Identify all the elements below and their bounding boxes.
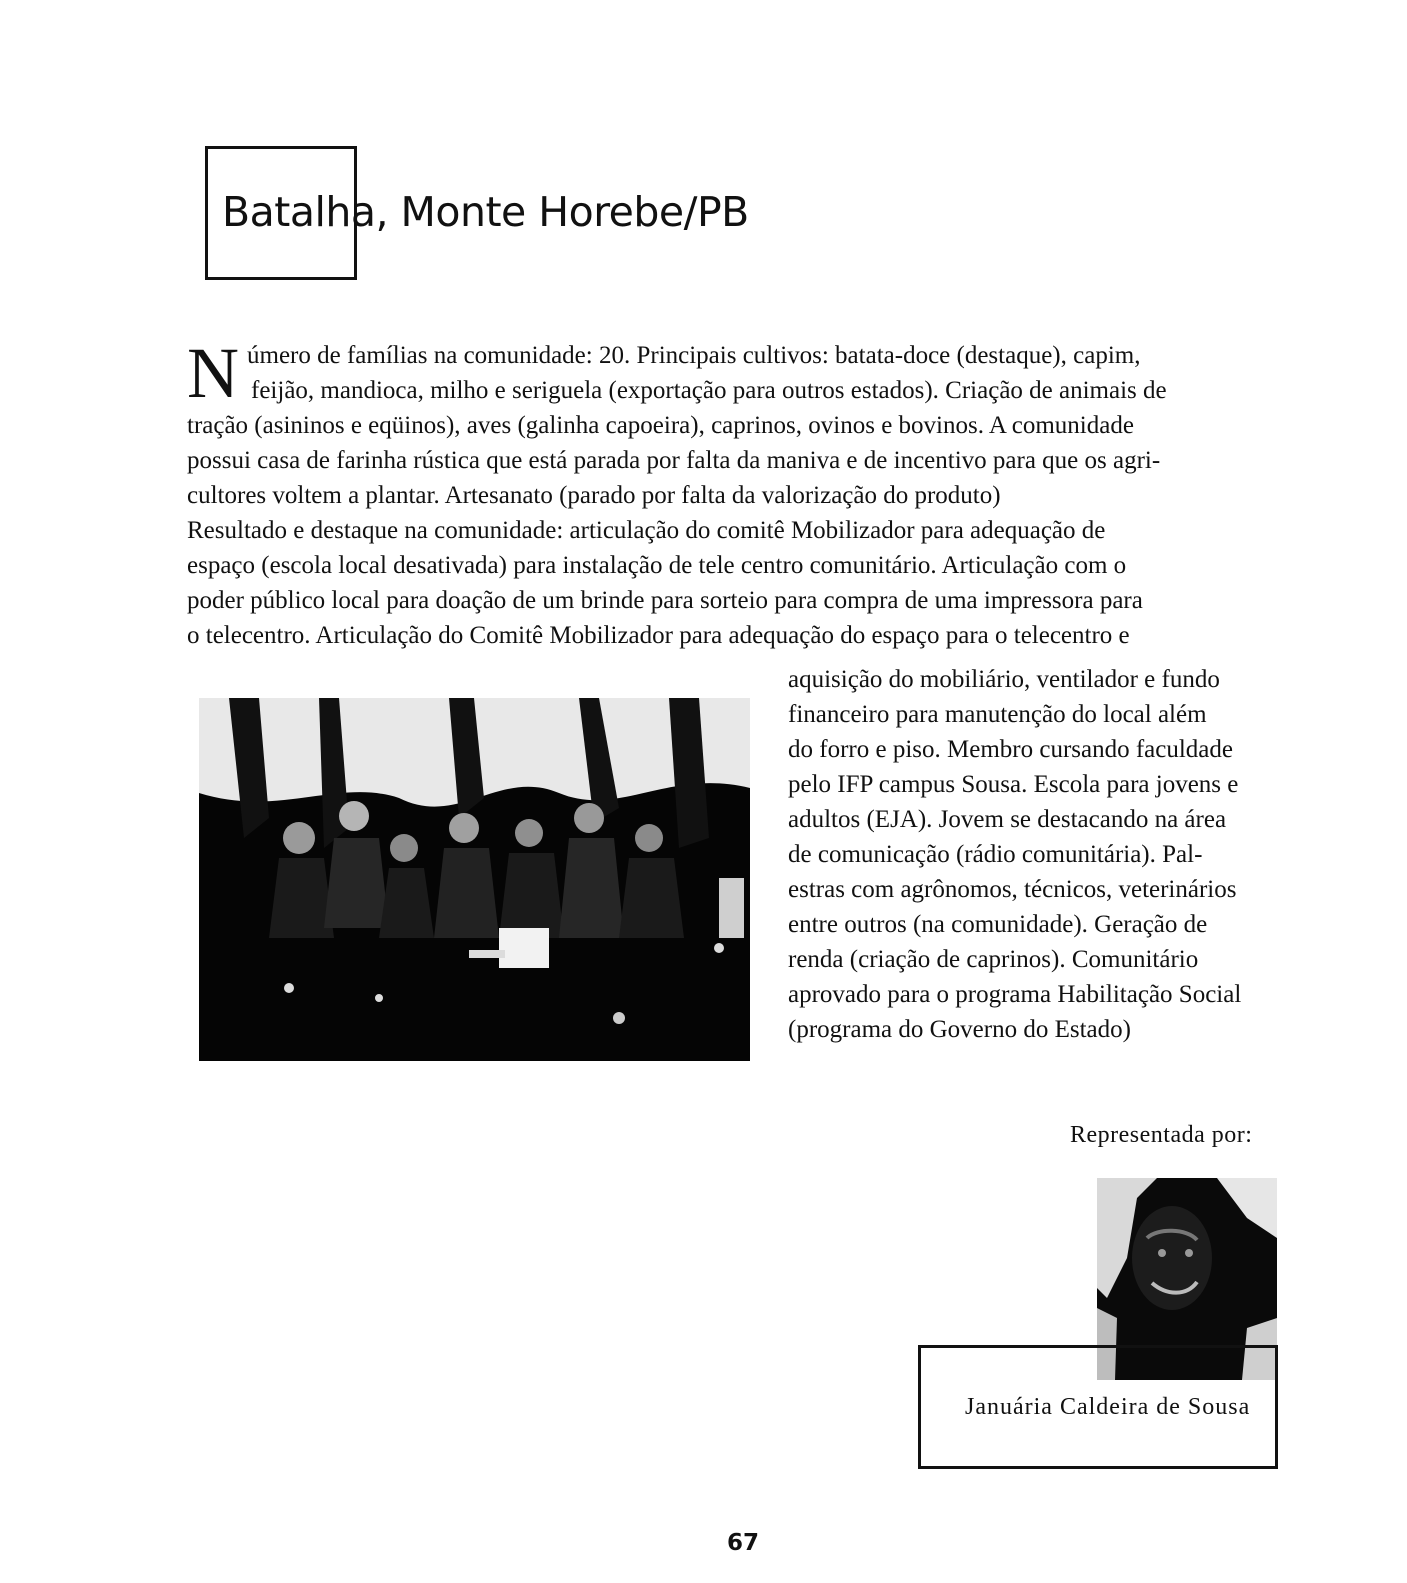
- body-line: tração (asininos e eqüinos), aves (galinha capoeira), caprinos, ovinos e bovinos. A comunidade: [187, 412, 1134, 439]
- body-line: espaço (escola local desativada) para instalação de tele centro comunitário. Articulação com o: [187, 552, 1127, 579]
- body-line: úmero de famílias na comunidade: 20. Principais cultivos: batata-doce (destaque), capim,: [247, 342, 1141, 369]
- body-line: possui casa de farinha rústica que está parada por falta da maniva e de incentivo para que os agri-: [187, 447, 1161, 474]
- drop-cap: N: [187, 333, 239, 413]
- side-line: entre outros (na comunidade). Geração de: [788, 911, 1208, 938]
- side-line: estras com agrônomos, técnicos, veterinários: [788, 876, 1237, 903]
- body-line: feijão, mandioca, milho e seriguela (exportação para outros estados). Criação de animais de: [251, 377, 1167, 404]
- body-line: poder público local para doação de um brinde para sorteio para compra de uma impressora para: [187, 587, 1143, 614]
- side-line: aprovado para o programa Habilitação Social: [788, 981, 1242, 1008]
- side-paragraph: [788, 662, 1308, 1047]
- represented-by-label: Representada por:: [1070, 1122, 1253, 1148]
- community-group-photo: [199, 698, 750, 1061]
- page-number: 67: [727, 1530, 760, 1556]
- side-line: pelo IFP campus Sousa. Escola para jovens e: [788, 771, 1239, 798]
- side-line: financeiro para manutenção do local além: [788, 701, 1207, 728]
- body-paragraph: [187, 333, 1287, 653]
- body-line: Resultado e destaque na comunidade: articulação do comitê Mobilizador para adequação de: [187, 517, 1106, 544]
- side-line: aquisição do mobiliário, ventilador e fundo: [788, 666, 1220, 693]
- side-line: (programa do Governo do Estado): [788, 1016, 1131, 1043]
- side-line: renda (criação de caprinos). Comunitário: [788, 946, 1199, 973]
- side-line: de comunicação (rádio comunitária). Pal-: [788, 841, 1203, 868]
- side-line: adultos (EJA). Jovem se destacando na área: [788, 806, 1227, 833]
- representative-name: Januária Caldeira de Sousa: [965, 1394, 1251, 1420]
- body-line: cultores voltem a plantar. Artesanato (parado por falta da valorização do produto): [187, 482, 1001, 509]
- page-title: Batalha, Monte Horebe/PB: [222, 188, 749, 236]
- body-line: o telecentro. Articulação do Comitê Mobilizador para adequação do espaço para o telecentro e: [187, 622, 1130, 649]
- side-line: do forro e piso. Membro cursando faculdade: [788, 736, 1233, 763]
